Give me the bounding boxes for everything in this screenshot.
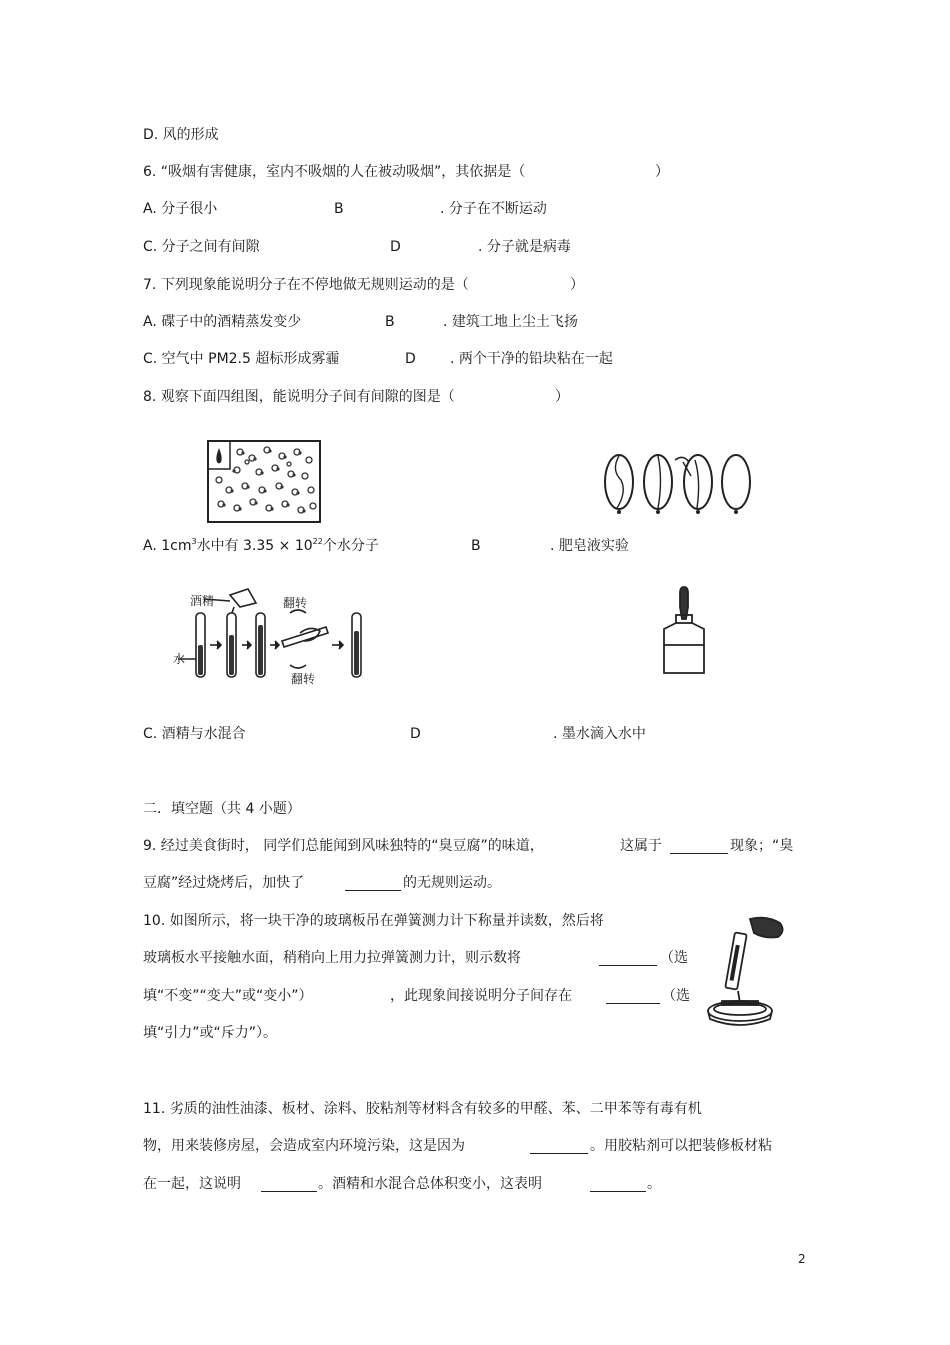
q11-line2-b: 。用胶粘剂可以把装修板材粘 (590, 1138, 772, 1154)
q11-line3-b: 。酒精和水混合总体积变小，这表明 (318, 1176, 542, 1192)
q8-option-d-letter: D (410, 726, 421, 742)
q9-line2-b: 的无规则运动。 (403, 875, 501, 891)
q8-stem: 8. 观察下面四组图，能说明分子间有间隙的图是（ (143, 389, 455, 405)
figure-q10-spring-scale (700, 915, 790, 1027)
q11-blank-2[interactable] (261, 1177, 317, 1192)
figure-c-label-alcohol: 酒精 (190, 594, 215, 608)
q10-blank-2[interactable] (606, 989, 660, 1004)
q8-option-a-sup: 3 (191, 537, 197, 546)
section-2-title: 二．填空题（共 4 小题） (143, 801, 301, 817)
q9-line1-b: 这属于 (620, 838, 662, 854)
q6-option-d-letter: D (390, 239, 401, 255)
q7-paren-close: ） (570, 277, 584, 293)
q8-option-a-post: 个水分子 (322, 538, 379, 554)
q10-line3-a: 填“不变”“变大”或“变小”） (143, 988, 313, 1004)
q9-line1-a: 9. 经过美食街时， 同学们总能闻到风味独特的“臭豆腐”的味道， (143, 838, 544, 854)
q11-blank-1[interactable] (530, 1139, 588, 1154)
q11-blank-3[interactable] (590, 1177, 646, 1192)
q8-option-a-mid: 水中有 3.35 × 10 (196, 538, 313, 554)
q10-line1: 10. 如图所示，将一块干净的玻璃板吊在弹簧测力计下称量并读数，然后将 (143, 913, 604, 929)
q8-paren-close: ） (555, 389, 569, 405)
q6-option-b-text: . 分子在不断运动 (440, 201, 547, 217)
q11-line3-a: 在一起，这说明 (143, 1176, 241, 1192)
figure-a-water-molecules (207, 440, 322, 524)
q6-paren-close: ） (655, 164, 669, 180)
q6-stem: 6. “吸烟有害健康，室内不吸烟的人在被动吸烟”，其依据是（ (143, 164, 526, 180)
q11-line2-a: 物，用来装修房屋，会造成室内环境污染，这是因为 (143, 1138, 465, 1154)
q10-line3-b: ，此现象间接说明分子间存在 (390, 988, 572, 1004)
figure-b-soap-film (603, 450, 753, 518)
q6-option-a: A. 分子很小 (143, 201, 218, 217)
q8-option-c: C. 酒精与水混合 (143, 726, 246, 742)
q7-stem: 7. 下列现象能说明分子在不停地做无规则运动的是（ (143, 277, 469, 293)
q10-line3-c: （选 (662, 988, 690, 1004)
figure-c-label-flip-top: 翻转 (283, 596, 308, 610)
q8-option-a (143, 537, 379, 555)
q6-option-c: C. 分子之间有间隙 (143, 239, 260, 255)
figure-c-label-water: 水 (173, 652, 186, 666)
q8-option-b-letter: B (471, 538, 481, 554)
q7-option-a: A. 碟子中的酒精蒸发变少 (143, 314, 302, 330)
q9-line2-a: 豆腐”经过烧烤后，加快了 (143, 875, 305, 891)
q8-option-a-sup2: 22 (312, 537, 323, 546)
q10-blank-1[interactable] (599, 951, 657, 966)
q9-blank-2[interactable] (345, 876, 401, 891)
q7-option-b-letter: B (385, 314, 395, 330)
q6-option-b-letter: B (334, 201, 344, 217)
q10-line4: 填“引力”或“斥力”）。 (143, 1025, 278, 1041)
q11-line3-c: 。 (647, 1176, 661, 1192)
q7-option-d-letter: D (405, 351, 416, 367)
q9-line1-c: 现象；“臭 (730, 838, 794, 854)
q5-option-d: D. 风的形成 (143, 127, 219, 143)
figure-c-alcohol-water (170, 585, 370, 685)
q10-line2-b: （选 (660, 950, 688, 966)
q9-blank-1[interactable] (670, 839, 728, 854)
q10-line2-a: 玻璃板水平接触水面，稍稍向上用力拉弹簧测力计，则示数将 (143, 950, 521, 966)
q6-option-d-text: . 分子就是病毒 (478, 239, 571, 255)
q7-option-c: C. 空气中 PM2.5 超标形成雾霾 (143, 351, 340, 367)
q11-line1: 11. 劣质的油性油漆、板材、涂料、胶粘剂等材料含有较多的甲醛、苯、二甲苯等有毒有机 (143, 1101, 702, 1117)
figure-d-ink-bottle (660, 585, 710, 677)
q8-option-a-pre: A. 1cm (143, 538, 192, 554)
q8-option-b-text: . 肥皂液实验 (550, 538, 629, 554)
figure-c-label-flip-bottom: 翻转 (291, 672, 316, 686)
page-number: 2 (798, 1252, 806, 1266)
q7-option-d-text: . 两个干净的铅块粘在一起 (450, 351, 613, 367)
q8-option-d-text: . 墨水滴入水中 (553, 726, 646, 742)
q7-option-b-text: . 建筑工地上尘土飞扬 (443, 314, 578, 330)
